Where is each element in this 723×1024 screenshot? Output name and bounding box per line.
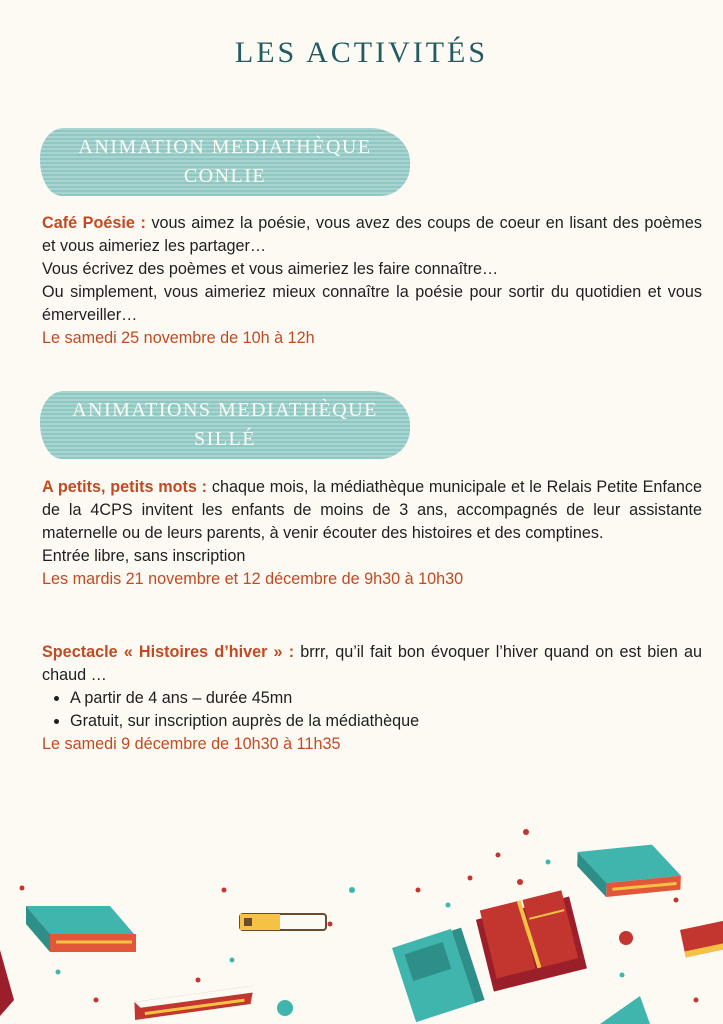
section-petits-mots	[42, 476, 702, 591]
spectacle-lead: Spectacle « Histoires d’hiver » :	[42, 643, 295, 661]
page-title: LES ACTIVITÉS	[234, 36, 489, 69]
book-icon	[392, 926, 485, 1022]
book-icon	[576, 842, 682, 900]
cafe-text-2: Vous écrivez des poèmes et vous aimeriez les faire connaître…	[42, 260, 499, 278]
petits-text-2: Entrée libre, sans inscription	[42, 547, 246, 565]
section-spectacle	[42, 641, 702, 756]
spectacle-bullets	[42, 687, 702, 733]
book-icon	[26, 906, 136, 952]
book-icon	[680, 918, 723, 958]
book-icon	[600, 996, 650, 1024]
banner-sille-line1: ANIMATIONS MEDIATHÈQUE	[72, 399, 378, 421]
cafe-date: Le samedi 25 novembre de 10h à 12h	[42, 329, 315, 347]
spectacle-date: Le samedi 9 décembre de 10h30 à 11h35	[42, 735, 341, 753]
cafe-text-1: vous aimez la poésie, vous avez des coups de coeur en lisant des poèmes et vous aimeriez les partager…	[42, 214, 702, 255]
banner-sille-line2: SILLÉ	[194, 428, 256, 450]
banner-conlie	[40, 128, 410, 196]
petits-text-1: chaque mois, la médiathèque municipale et le Relais Petite Enfance de la 4CPS invitent les enfants de moins de 3 ans, accompagnés de leur assistante maternelle ou de leurs parents, à venir écouter des histoires et des comptines.	[42, 478, 702, 542]
cafe-paragraph	[42, 212, 702, 258]
spectacle-bullet: • A partir de 4 ans – durée 45mn	[70, 687, 702, 710]
spectacle-paragraph	[42, 641, 702, 687]
petits-lead: A petits, petits mots :	[42, 478, 208, 496]
books-decoration	[0, 820, 723, 1024]
banner-conlie-line2: CONLIE	[183, 165, 267, 187]
cafe-text-3: Ou simplement, vous aimeriez mieux connaître la poésie pour sortir du quotidien et vous émerveiller…	[42, 283, 702, 324]
banner-conlie-line1: ANIMATION MEDIATHÈQUE	[78, 136, 372, 158]
book-icon	[240, 914, 326, 930]
banner-sille	[40, 391, 410, 459]
petits-paragraph	[42, 476, 702, 545]
cafe-lead: Café Poésie :	[42, 214, 146, 232]
section-cafe-poesie	[42, 212, 702, 350]
book-icon	[0, 950, 14, 1016]
book-icon	[134, 986, 261, 1020]
spectacle-text-1: brrr, qu’il fait bon évoquer l’hiver quand on est bien au chaud …	[42, 643, 702, 684]
book-icon	[474, 889, 587, 992]
petits-date: Les mardis 21 novembre et 12 décembre de 9h30 à 10h30	[42, 570, 464, 588]
spectacle-bullet: • Gratuit, sur inscription auprès de la médiathèque	[70, 710, 702, 733]
